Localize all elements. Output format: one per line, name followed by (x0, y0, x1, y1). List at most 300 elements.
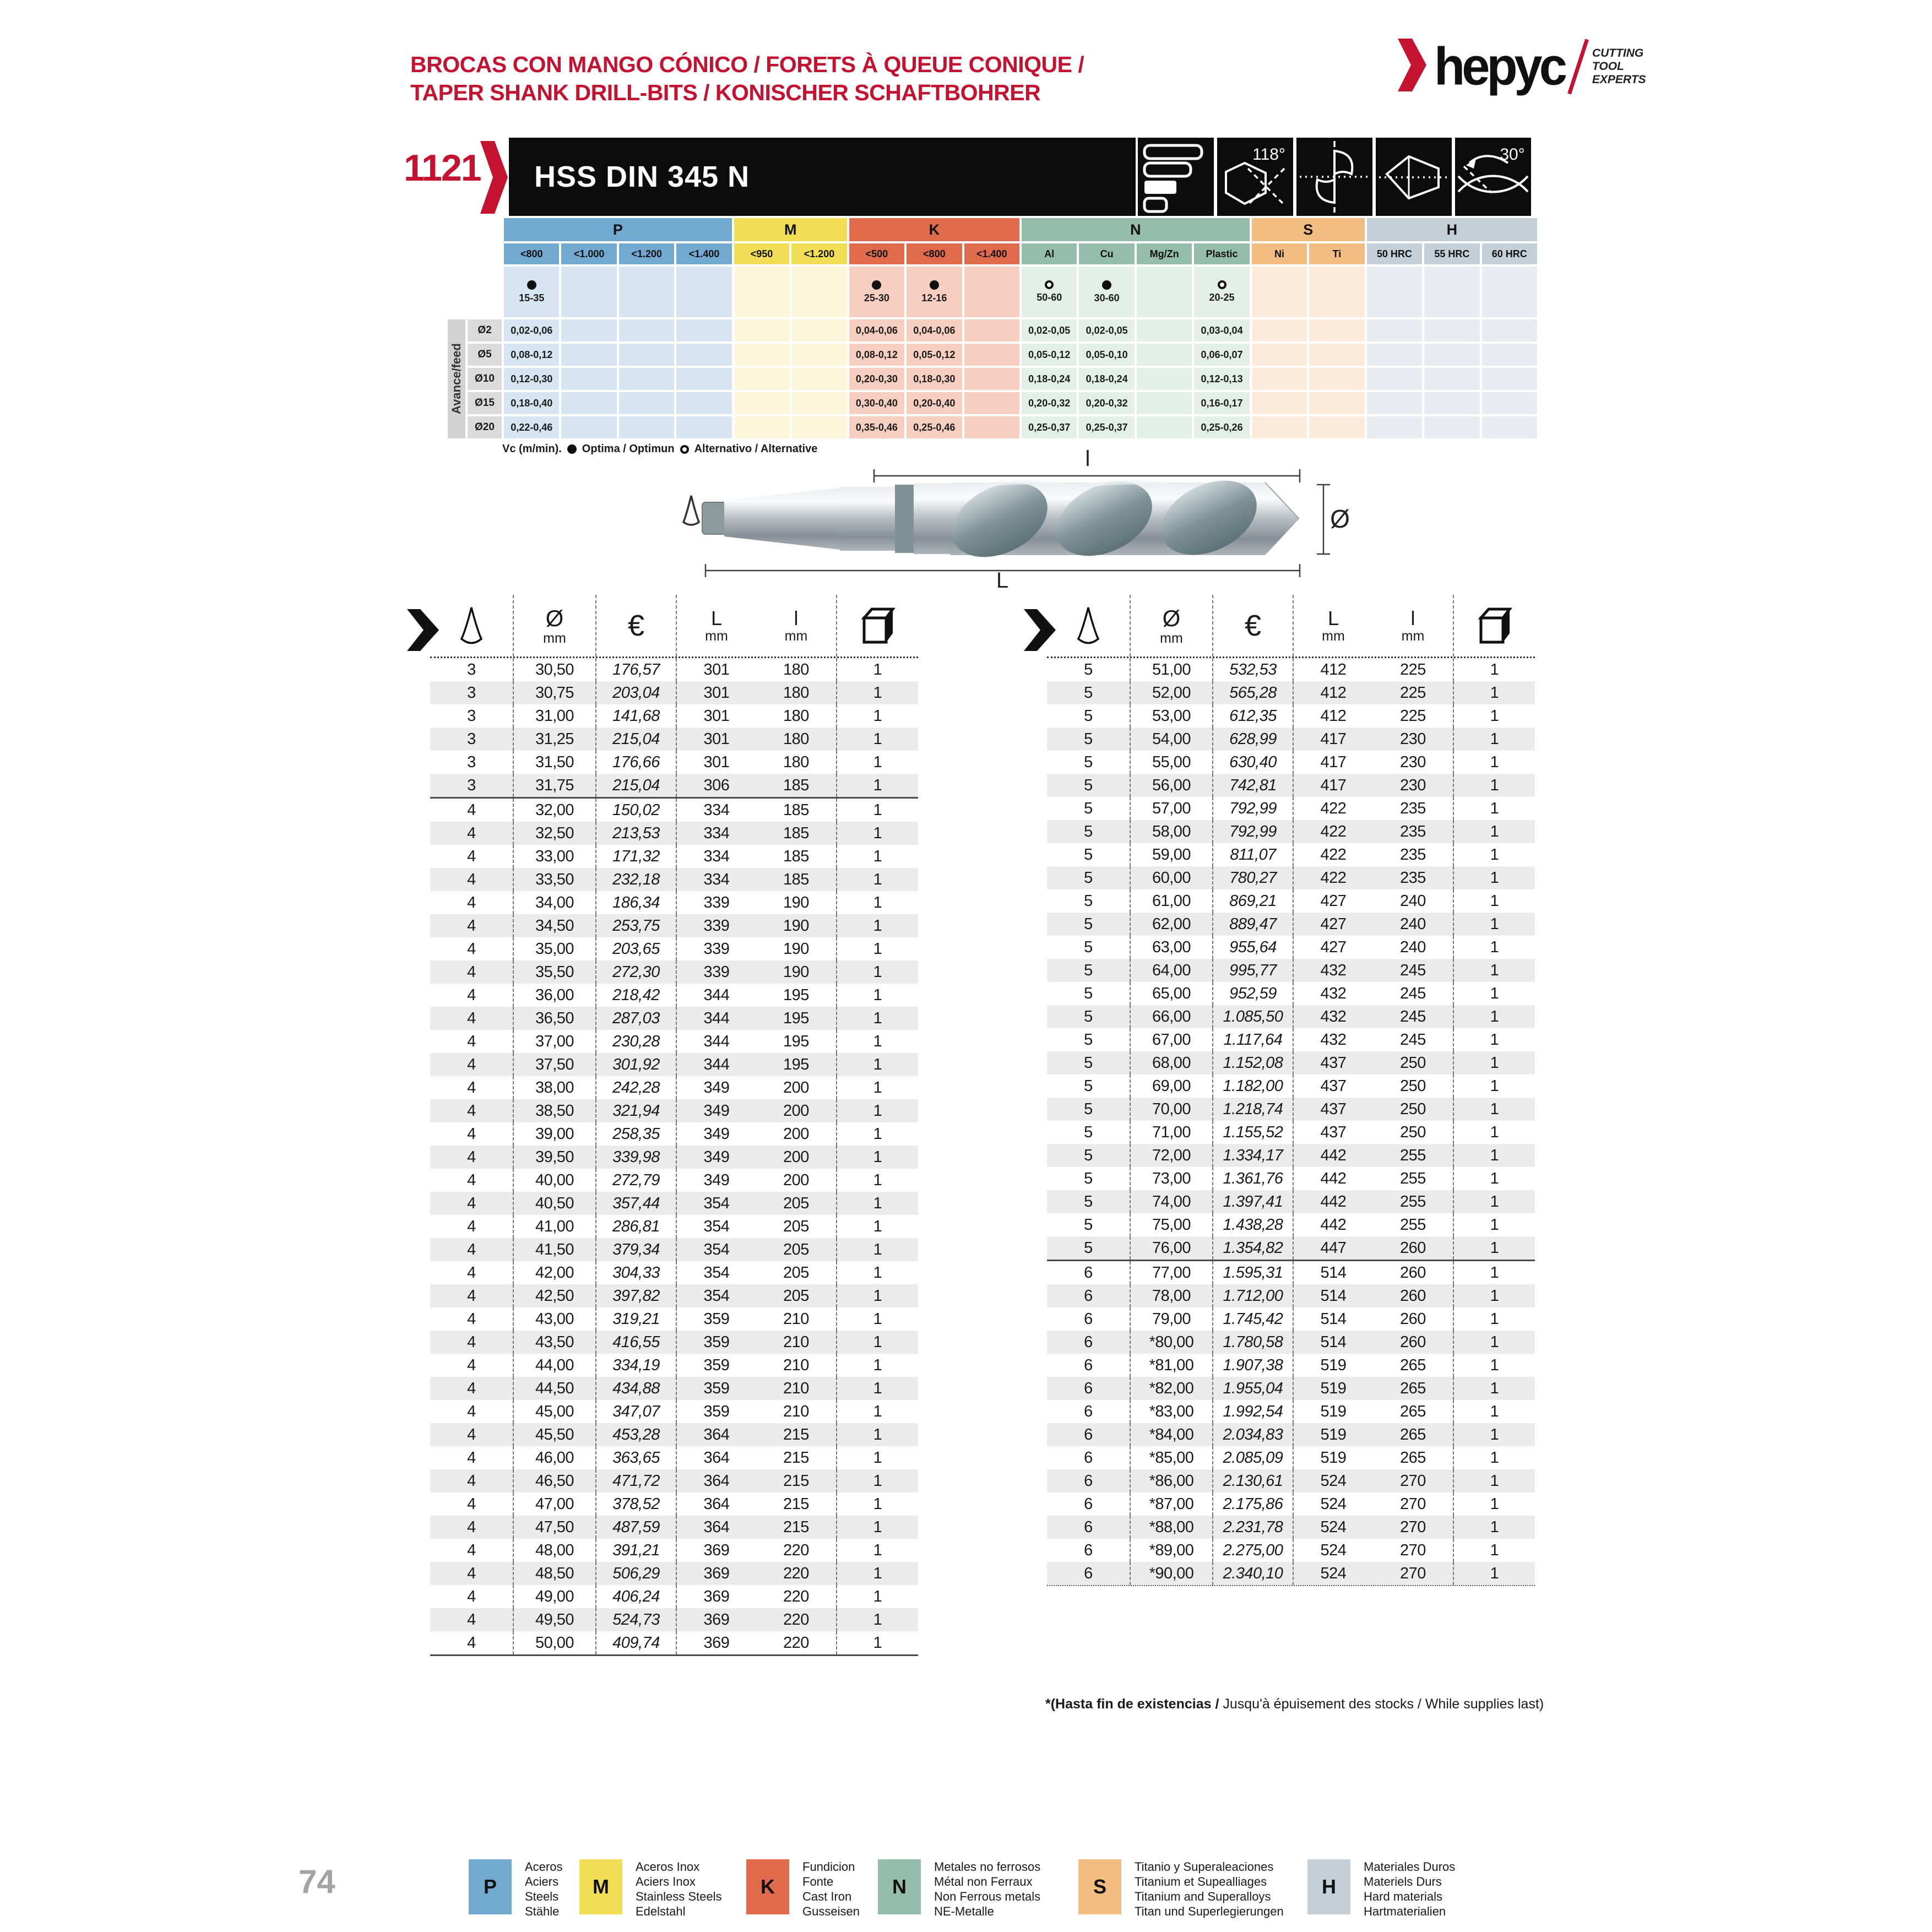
vc-cell (676, 267, 731, 317)
cell-qty: 1 (836, 891, 918, 914)
table-row (430, 914, 918, 937)
feed-cell (1309, 344, 1364, 366)
feed-cell: 0,35-0,46 (849, 416, 904, 438)
table-row (1047, 1423, 1535, 1446)
cell-length: 301 (676, 658, 756, 681)
table-row (430, 1423, 918, 1446)
table-row (430, 845, 918, 868)
feed-cell (1137, 319, 1192, 341)
cell-length: 412 (1293, 681, 1373, 704)
table-row (430, 868, 918, 891)
table-row (430, 1099, 918, 1122)
cell-length: 514 (1293, 1261, 1373, 1284)
cell-price: 1.780,58 (1212, 1331, 1293, 1354)
cell-flute: 195 (783, 1010, 809, 1027)
feed-cell: 0,22-0,46 (504, 416, 559, 438)
cell-qty: 1 (836, 1400, 918, 1423)
cell-qty: 1 (1453, 1236, 1535, 1260)
cell-length: 412 (1293, 658, 1373, 681)
feed-row-label: Ø10 (468, 368, 502, 390)
cell-flute: 260 (1400, 1239, 1426, 1257)
feed-cell (1252, 344, 1307, 366)
table-row (430, 1493, 918, 1516)
product-pictograms (1138, 138, 1531, 216)
cell-flute: 185 (783, 777, 809, 794)
table-row (430, 1192, 918, 1215)
legend-entry-N (878, 1859, 1040, 1919)
cell-price: 1.397,41 (1212, 1190, 1293, 1213)
cell-price: 397,82 (595, 1284, 676, 1307)
svg-text:L: L (996, 568, 1009, 588)
cell-flute: 235 (1400, 869, 1426, 887)
cell-length: 432 (1293, 959, 1373, 982)
cell-flute: 230 (1400, 753, 1426, 771)
cell-taper: 4 (467, 1287, 476, 1305)
cell-taper: 3 (467, 684, 476, 702)
vc-cell (619, 267, 674, 317)
cell-qty: 1 (1453, 1074, 1535, 1098)
cell-length: 364 (676, 1446, 756, 1469)
feed-cell (676, 392, 731, 414)
cell-qty: 1 (1453, 1446, 1535, 1469)
cell-taper: 4 (467, 1518, 476, 1536)
feed-cell (1309, 416, 1364, 438)
point-angle-118-icon (1217, 138, 1293, 216)
spec-subcol: <1.200 (619, 243, 674, 264)
feed-cell (791, 392, 846, 414)
legend-line: Hard materials (1364, 1890, 1443, 1903)
table-row (1047, 1516, 1535, 1539)
cell-price: 176,66 (595, 751, 676, 774)
cell-price: 215,04 (595, 774, 676, 797)
cell-length: 417 (1293, 728, 1373, 751)
cell-diameter: *80,00 (1130, 1331, 1212, 1354)
cell-qty: 1 (1453, 866, 1535, 889)
feed-cell (1367, 368, 1422, 390)
table-row (430, 1585, 918, 1608)
vc-cell (734, 267, 789, 317)
cell-length: 422 (1293, 866, 1373, 889)
cell-taper: 4 (467, 1102, 476, 1120)
cell-diameter: 33,00 (513, 845, 595, 868)
legend-entry-P (469, 1859, 562, 1919)
cell-qty: 1 (1453, 1005, 1535, 1028)
table-row (1047, 1284, 1535, 1307)
cell-flute: 235 (1400, 823, 1426, 840)
cell-price: 2.231,78 (1212, 1516, 1293, 1539)
cell-taper: 5 (1084, 777, 1093, 794)
cell-diameter: 46,00 (513, 1446, 595, 1469)
cell-length: 349 (676, 1169, 756, 1192)
cell-flute: 260 (1400, 1333, 1426, 1351)
cell-taper: 4 (467, 1148, 476, 1166)
cell-price: 363,65 (595, 1446, 676, 1469)
cell-price: 176,57 (595, 658, 676, 681)
cell-taper: 6 (1084, 1472, 1093, 1490)
col-diameter-header: Ø mm (513, 595, 595, 656)
feed-cell: 0,20-0,40 (907, 392, 962, 414)
legend-swatch-P: P (469, 1859, 512, 1914)
cell-diameter: 37,50 (513, 1053, 595, 1076)
cell-price: 2.085,09 (1212, 1446, 1293, 1469)
spec-group-S: S (1252, 218, 1365, 241)
cell-price: 391,21 (595, 1539, 676, 1562)
cell-diameter: 53,00 (1130, 704, 1212, 728)
cell-taper: 5 (1084, 915, 1093, 933)
cell-qty: 1 (836, 799, 918, 822)
cell-diameter: *84,00 (1130, 1423, 1212, 1446)
cell-flute: 210 (783, 1403, 809, 1420)
cell-price: 1.595,31 (1212, 1261, 1293, 1284)
cell-diameter: *86,00 (1130, 1469, 1212, 1493)
cell-length: 359 (676, 1354, 756, 1377)
cell-diameter: 48,50 (513, 1562, 595, 1585)
cell-length: 301 (676, 751, 756, 774)
feed-cell (791, 368, 846, 390)
cell-flute: 265 (1400, 1449, 1426, 1467)
cell-diameter: *83,00 (1130, 1400, 1212, 1423)
table-row (1047, 681, 1535, 704)
feed-cell (1367, 344, 1422, 366)
open-dot-icon (1218, 280, 1227, 289)
feed-cell (1137, 368, 1192, 390)
cell-taper: 5 (1084, 661, 1093, 679)
feed-cell (619, 319, 674, 341)
feed-cell (791, 344, 846, 366)
feed-cell: 0,25-0,37 (1079, 416, 1134, 438)
cell-diameter: 50,00 (513, 1631, 595, 1654)
legend-line: Fundicion (802, 1860, 855, 1874)
feed-cell (1424, 319, 1479, 341)
vc-note-prefix: Vc (m/min). (502, 443, 562, 455)
cell-length: 359 (676, 1307, 756, 1331)
cell-price: 215,04 (595, 728, 676, 751)
vc-cell: 20-25 (1194, 267, 1249, 317)
spec-subcol: <1.400 (964, 243, 1019, 264)
feed-row-label: Ø15 (468, 392, 502, 414)
cell-length: 369 (676, 1562, 756, 1585)
cell-length: 524 (1293, 1562, 1373, 1585)
cell-taper: 4 (467, 1218, 476, 1235)
legend-swatch-K: K (746, 1859, 789, 1914)
feed-cell: 0,30-0,40 (849, 392, 904, 414)
cell-flute: 220 (783, 1565, 809, 1582)
cell-length: 427 (1293, 936, 1373, 959)
vc-cell: 30-60 (1079, 267, 1134, 317)
cell-taper: 5 (1084, 1147, 1093, 1164)
legend-line: Steels (525, 1890, 559, 1903)
drill-diagram (658, 449, 1349, 591)
cell-qty: 1 (1453, 681, 1535, 704)
legend-text (934, 1859, 1040, 1919)
cell-flute: 220 (783, 1634, 809, 1652)
cell-price: 792,99 (1212, 797, 1293, 820)
cell-taper: 5 (1084, 823, 1093, 840)
cell-taper: 4 (467, 963, 476, 981)
cell-qty: 1 (836, 1354, 918, 1377)
feed-cell (561, 416, 616, 438)
feed-cell (1309, 368, 1364, 390)
table-row (430, 1446, 918, 1469)
cell-taper: 3 (467, 777, 476, 794)
cell-price: 1.438,28 (1212, 1213, 1293, 1236)
cell-price: 203,04 (595, 681, 676, 704)
feed-cell (1367, 416, 1422, 438)
stock-footnote: *(Hasta fin de existencias / Jusqu'à épuisement des stocks / While supplies last) (1045, 1696, 1544, 1712)
cell-qty: 1 (836, 728, 918, 751)
cell-qty: 1 (836, 960, 918, 984)
cell-length: 524 (1293, 1469, 1373, 1493)
cell-flute: 245 (1400, 985, 1426, 1002)
package-box-icon (1478, 606, 1512, 645)
vc-cell (964, 267, 1019, 317)
feed-cell (676, 416, 731, 438)
price-table-right (1047, 595, 1535, 1586)
cell-qty: 1 (836, 937, 918, 960)
feed-cell: 0,18-0,24 (1079, 368, 1134, 390)
cell-flute: 255 (1400, 1170, 1426, 1187)
cell-qty: 1 (1453, 1400, 1535, 1423)
cell-length: 349 (676, 1076, 756, 1099)
cell-qty: 1 (836, 658, 918, 681)
feed-cell (619, 344, 674, 366)
cell-price: 453,28 (595, 1423, 676, 1446)
spec-subcol: <950 (734, 243, 789, 264)
cell-qty: 1 (1453, 1493, 1535, 1516)
cell-price: 1.155,52 (1212, 1121, 1293, 1144)
cell-qty: 1 (836, 1146, 918, 1169)
cell-diameter: 45,50 (513, 1423, 595, 1446)
cell-length: 359 (676, 1377, 756, 1400)
table-row (430, 1076, 918, 1099)
cell-taper: 5 (1084, 1008, 1093, 1025)
cell-diameter: 39,00 (513, 1122, 595, 1146)
table-row (430, 1146, 918, 1169)
cell-diameter: 58,00 (1130, 820, 1212, 843)
cell-taper: 4 (467, 986, 476, 1004)
cell-taper: 5 (1084, 1216, 1093, 1234)
cell-price: 1.085,50 (1212, 1005, 1293, 1028)
cell-qty: 1 (1453, 913, 1535, 936)
legend-line: Stainless Steels (636, 1890, 722, 1903)
cell-qty: 1 (1453, 751, 1535, 774)
cell-length: 519 (1293, 1446, 1373, 1469)
brand-tagline-line: CUTTING (1592, 46, 1644, 59)
brand-chevron-icon (1398, 35, 1426, 97)
cell-qty: 1 (836, 845, 918, 868)
cell-flute: 205 (783, 1218, 809, 1235)
cell-diameter: *85,00 (1130, 1446, 1212, 1469)
feed-cell (561, 392, 616, 414)
feed-cell (619, 416, 674, 438)
cell-taper: 4 (467, 1403, 476, 1420)
cell-price: 321,94 (595, 1099, 676, 1122)
helix-angle-30-icon (1455, 138, 1531, 216)
brand-logo (1398, 35, 1646, 97)
cell-taper: 4 (467, 848, 476, 865)
cell-price: 203,65 (595, 937, 676, 960)
table-row (430, 1354, 918, 1377)
spec-subcol: Ni (1252, 243, 1307, 264)
vc-cell: 12-16 (907, 267, 962, 317)
legend-text (636, 1859, 722, 1919)
spec-subcol: <1.400 (676, 243, 731, 264)
cell-qty: 1 (1453, 728, 1535, 751)
cell-diameter: 41,50 (513, 1238, 595, 1261)
cell-price: 506,29 (595, 1562, 676, 1585)
spec-group-N: N (1022, 218, 1250, 241)
cell-qty: 1 (836, 1539, 918, 1562)
svg-text:Ø: Ø (1330, 504, 1349, 533)
legend-text (525, 1859, 562, 1919)
table-row (430, 728, 918, 751)
cell-flute: 210 (783, 1310, 809, 1328)
feed-cell: 0,25-0,26 (1194, 416, 1249, 438)
cell-diameter: 35,50 (513, 960, 595, 984)
cell-taper: 4 (467, 940, 476, 958)
cell-qty: 1 (836, 1608, 918, 1631)
cell-price: 2.340,10 (1212, 1562, 1293, 1585)
cell-flute: 185 (783, 871, 809, 888)
cell-taper: 4 (467, 1310, 476, 1328)
cell-taper: 4 (467, 1495, 476, 1513)
cell-flute: 260 (1400, 1264, 1426, 1282)
cell-length: 344 (676, 984, 756, 1007)
cell-price: 1.992,54 (1212, 1400, 1293, 1423)
cell-length: 339 (676, 891, 756, 914)
cell-taper: 5 (1084, 938, 1093, 956)
table-row (430, 1261, 918, 1284)
vc-cell (1252, 267, 1307, 317)
cell-qty: 1 (836, 1331, 918, 1354)
feed-cell: 0,05-0,12 (907, 344, 962, 366)
table-row (430, 960, 918, 984)
cell-length: 354 (676, 1284, 756, 1307)
feed-cell (676, 344, 731, 366)
brand-slash-icon (1567, 39, 1589, 94)
cell-length: 369 (676, 1539, 756, 1562)
cell-length: 412 (1293, 704, 1373, 728)
cell-price: 995,77 (1212, 959, 1293, 982)
table-row (1047, 728, 1535, 751)
cell-flute: 195 (783, 986, 809, 1004)
table-row (430, 1122, 918, 1146)
cell-diameter: 61,00 (1130, 889, 1212, 913)
table-row (430, 1284, 918, 1307)
vc-cell: 25-30 (849, 267, 904, 317)
cell-taper: 4 (467, 1010, 476, 1027)
cell-length: 432 (1293, 982, 1373, 1005)
cell-price: 630,40 (1212, 751, 1293, 774)
vc-cell (1482, 267, 1537, 317)
table-row (1047, 1400, 1535, 1423)
cell-flute: 200 (783, 1171, 809, 1189)
cell-diameter: 34,00 (513, 891, 595, 914)
cell-length: 364 (676, 1469, 756, 1493)
legend-text (802, 1859, 860, 1919)
cell-price: 1.955,04 (1212, 1377, 1293, 1400)
feed-cell (1252, 392, 1307, 414)
cell-price: 1.182,00 (1212, 1074, 1293, 1098)
cell-diameter: 72,00 (1130, 1144, 1212, 1167)
cell-qty: 1 (1453, 1354, 1535, 1377)
cell-flute: 180 (783, 707, 809, 725)
table-row (1047, 797, 1535, 820)
table-row (1047, 1167, 1535, 1190)
cell-length: 437 (1293, 1121, 1373, 1144)
cell-price: 301,92 (595, 1053, 676, 1076)
cell-price: 1.361,76 (1212, 1167, 1293, 1190)
cell-taper: 4 (467, 801, 476, 819)
table-row (1047, 1005, 1535, 1028)
vc-cell (1137, 267, 1192, 317)
cell-flute: 210 (783, 1356, 809, 1374)
cell-taper: 5 (1084, 1124, 1093, 1141)
cell-qty: 1 (1453, 1377, 1535, 1400)
cell-flute: 265 (1400, 1380, 1426, 1397)
cell-price: 1.117,64 (1212, 1028, 1293, 1051)
cell-diameter: 41,00 (513, 1215, 595, 1238)
cell-length: 369 (676, 1631, 756, 1654)
cell-flute: 240 (1400, 892, 1426, 910)
cell-taper: 5 (1084, 753, 1093, 771)
legend-swatch-N: N (878, 1859, 921, 1914)
cell-flute: 255 (1400, 1193, 1426, 1211)
cell-qty: 1 (1453, 1423, 1535, 1446)
taper-cone-icon (1075, 605, 1101, 647)
cell-diameter: 47,00 (513, 1493, 595, 1516)
cell-taper: 4 (467, 1171, 476, 1189)
cell-qty: 1 (836, 1493, 918, 1516)
legend-line: Cast Iron (802, 1890, 852, 1903)
cell-taper: 6 (1084, 1380, 1093, 1397)
feed-cell (561, 368, 616, 390)
cell-flute: 185 (783, 824, 809, 842)
cell-length: 354 (676, 1238, 756, 1261)
table-row (1047, 1446, 1535, 1469)
cell-diameter: 60,00 (1130, 866, 1212, 889)
cell-qty: 1 (836, 1446, 918, 1469)
spec-subcol: Al (1022, 243, 1077, 264)
feed-cell (1482, 368, 1537, 390)
feed-cell (1482, 344, 1537, 366)
cell-length: 344 (676, 1007, 756, 1030)
cell-flute: 250 (1400, 1077, 1426, 1095)
cell-qty: 1 (836, 774, 918, 797)
cell-diameter: 31,50 (513, 751, 595, 774)
feed-row-label: Ø5 (468, 344, 502, 366)
col-taper-header (430, 595, 513, 656)
feed-cell (561, 344, 616, 366)
cell-price: 347,07 (595, 1400, 676, 1423)
cell-price: 287,03 (595, 1007, 676, 1030)
vc-cell (1367, 267, 1422, 317)
cell-length: 524 (1293, 1516, 1373, 1539)
feed-axis-label: Avance/feed (448, 319, 465, 438)
table-row (430, 1469, 918, 1493)
cell-price: 2.175,86 (1212, 1493, 1293, 1516)
cell-flute: 220 (783, 1611, 809, 1629)
cell-price: 242,28 (595, 1076, 676, 1099)
cell-length: 364 (676, 1423, 756, 1446)
cell-flute: 190 (783, 917, 809, 935)
table-row (430, 1307, 918, 1331)
table-row (430, 1215, 918, 1238)
cell-length: 519 (1293, 1400, 1373, 1423)
cell-price: 319,21 (595, 1307, 676, 1331)
feed-cell: 0,16-0,17 (1194, 392, 1249, 414)
cell-qty: 1 (1453, 1098, 1535, 1121)
